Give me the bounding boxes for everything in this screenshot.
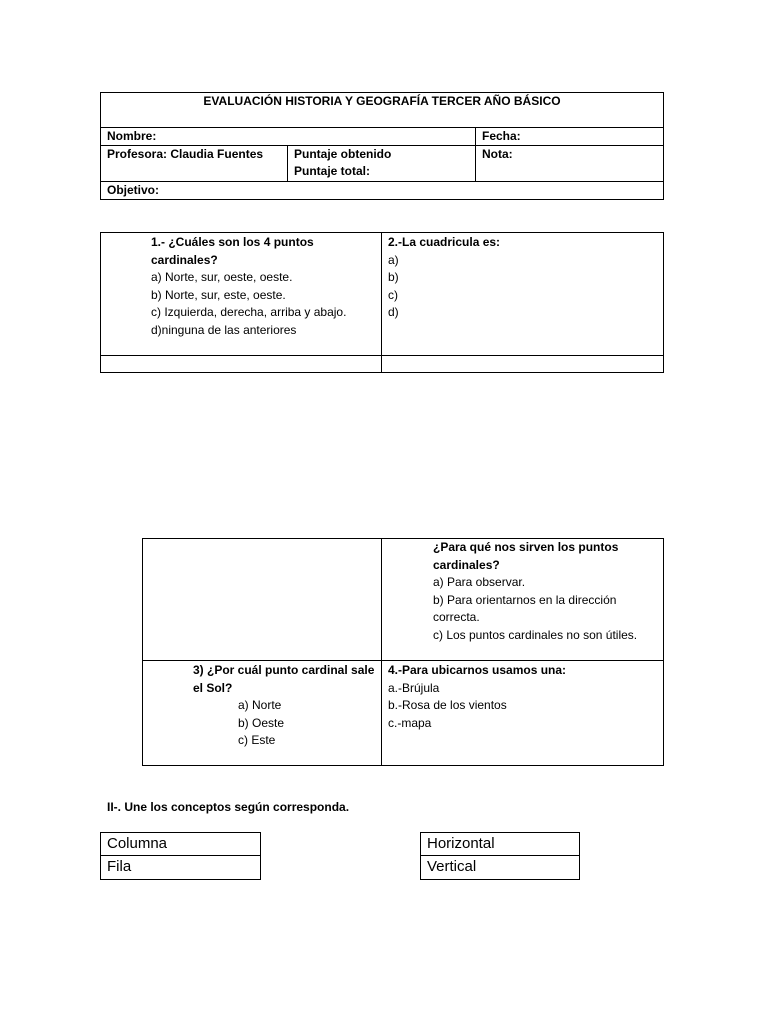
concept-fila: Fila <box>107 858 132 875</box>
fecha-label: Fecha: <box>482 129 521 143</box>
question-3 <box>193 662 374 750</box>
option: b) Norte, sur, este, oeste. <box>151 287 286 302</box>
question-4 <box>388 662 566 732</box>
concept-horizontal: Horizontal <box>427 835 495 852</box>
option: b) Oeste <box>238 715 285 730</box>
option: d) <box>388 305 399 319</box>
option: c) <box>388 287 398 302</box>
question-4-text: 4.-Para ubicarnos usamos una: <box>388 663 567 677</box>
question-3-text: 3) ¿Por cuál punto cardinal sale <box>193 663 375 677</box>
header-divider <box>287 145 288 181</box>
option: b.-Rosa de los vientos <box>388 698 507 712</box>
question-text: cardinales? <box>433 557 500 572</box>
option: correcta. <box>433 610 480 624</box>
question-text: ¿Para qué nos sirven los puntos <box>433 540 619 554</box>
option: a) <box>388 252 399 267</box>
table-divider <box>142 660 664 661</box>
option: a.-Brújula <box>388 680 440 695</box>
option: a) Norte <box>238 698 282 712</box>
nota-label: Nota: <box>482 147 513 161</box>
concept-vertical: Vertical <box>427 858 477 875</box>
table-divider <box>381 538 382 766</box>
concept-columna: Columna <box>107 835 168 852</box>
table-divider <box>381 232 382 373</box>
option: c) Este <box>238 733 276 747</box>
header-divider <box>475 127 476 181</box>
question-3-text: el Sol? <box>193 680 233 695</box>
nombre-label: Nombre: <box>107 129 157 143</box>
question-1 <box>151 234 346 339</box>
option: a) Para observar. <box>433 575 526 589</box>
profesora-label: Profesora: Claudia Fuentes <box>107 147 264 161</box>
question-1-text: 1.- ¿Cuáles son los 4 puntos <box>151 235 314 249</box>
option: d)ninguna de las anteriores <box>151 322 297 337</box>
header-divider <box>100 127 664 128</box>
objetivo-label: Objetivo: <box>107 183 160 197</box>
option: b) Para orientarnos en la dirección <box>433 592 617 607</box>
document-title: EVALUACIÓN HISTORIA Y GEOGRAFÍA TERCER AÑO BÁSICO <box>203 94 561 108</box>
puntaje-obtenido-label: Puntaje obtenido <box>294 147 392 161</box>
question-puntos-cardinales <box>433 539 637 644</box>
table-divider <box>100 355 664 356</box>
question-2-text: 2.-La cuadricula es: <box>388 235 501 249</box>
option: a) Norte, sur, oeste, oeste. <box>151 270 293 284</box>
header-divider <box>100 181 664 182</box>
question-2 <box>388 234 500 322</box>
option: c) Izquierda, derecha, arriba y abajo. <box>151 305 347 319</box>
puntaje-total-label: Puntaje total: <box>294 164 371 178</box>
option: b) <box>388 270 399 284</box>
option: c.-mapa <box>388 715 432 730</box>
question-1-text: cardinales? <box>151 252 218 267</box>
option: c) Los puntos cardinales no son útiles. <box>433 627 638 642</box>
section-2-instruction: II-. Une los conceptos según corresponda. <box>107 800 350 814</box>
